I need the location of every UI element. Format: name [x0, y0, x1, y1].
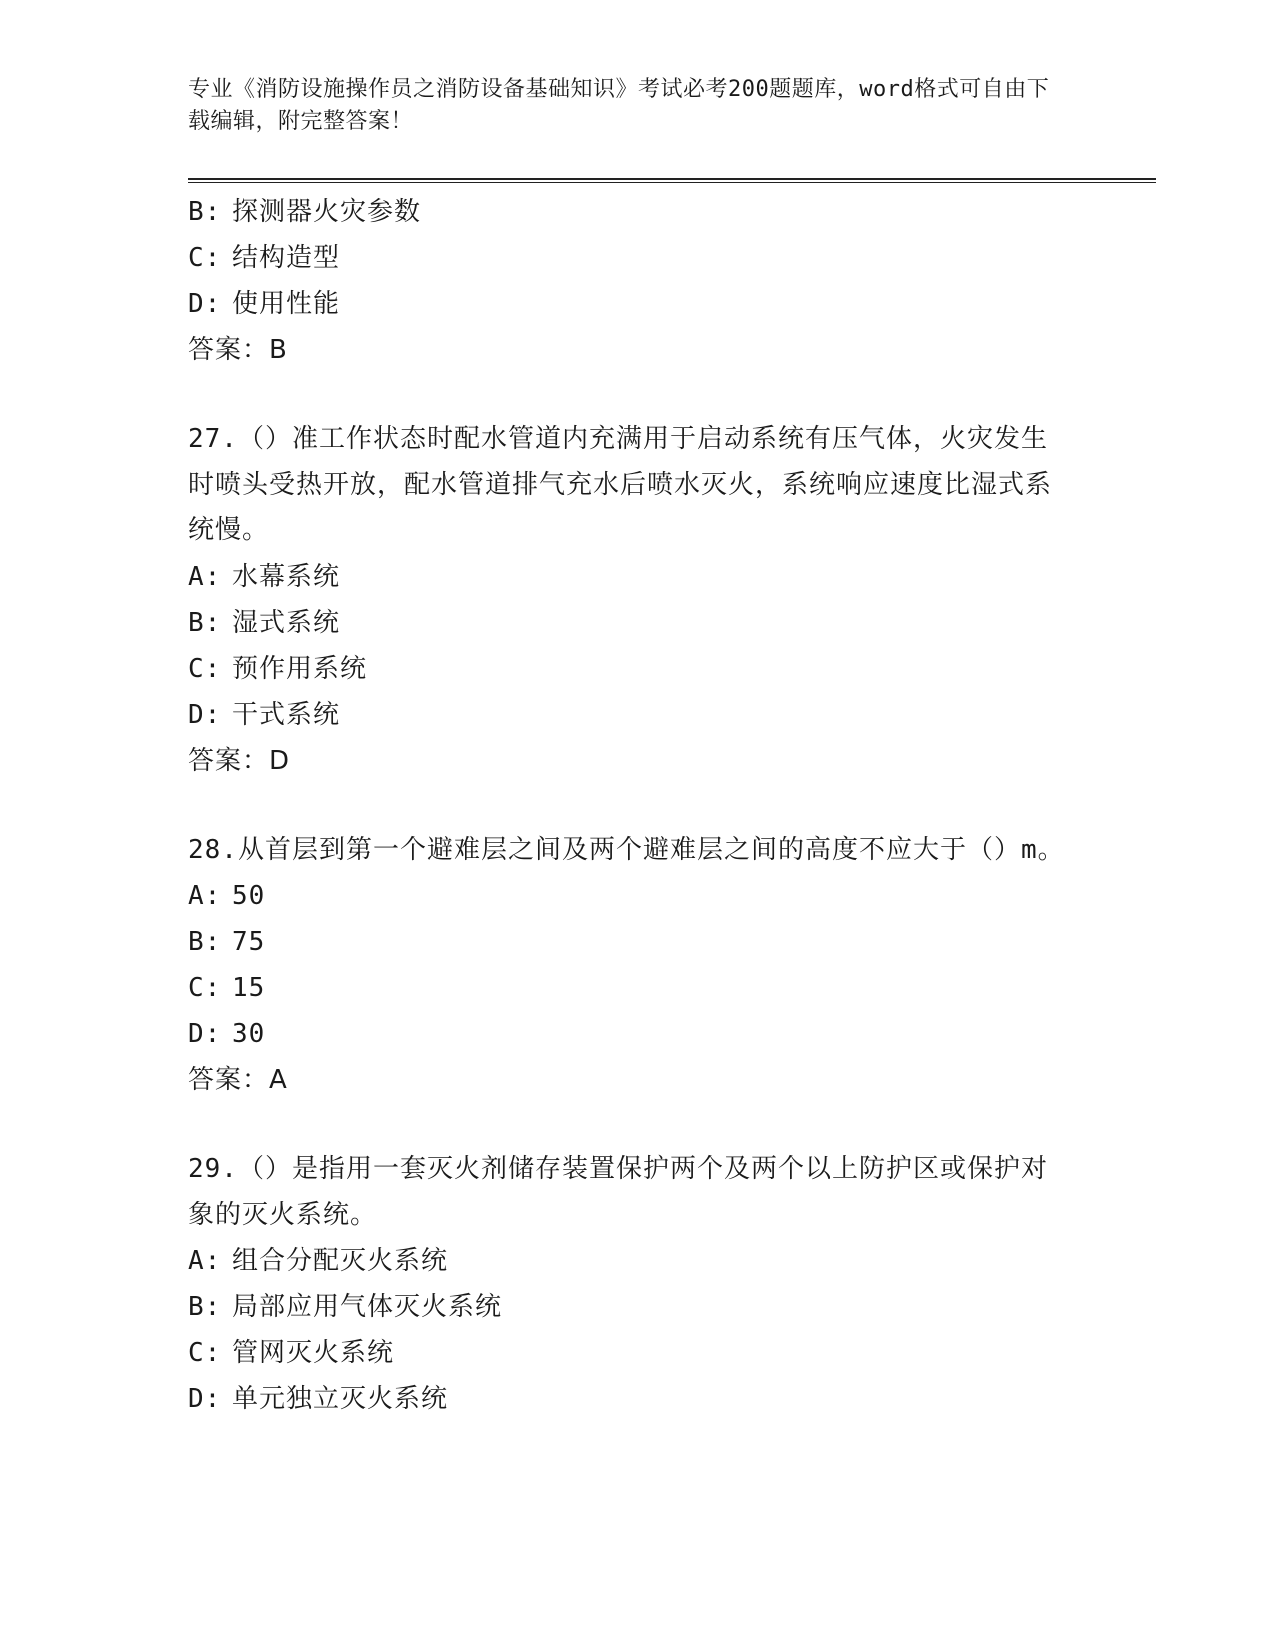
option-c: C: 结构造型: [188, 243, 341, 273]
question-29: [188, 1147, 1068, 1422]
prev-question-options: [188, 189, 1068, 373]
document-body: [188, 189, 1068, 1422]
option-b: B: 局部应用气体灭火系统: [188, 1292, 503, 1322]
option-d: D: 使用性能: [188, 289, 341, 319]
option-d: D: 干式系统: [188, 699, 341, 730]
page-header: 专业《消防设施操作员之消防设备基础知识》考试必考200题题库，word格式可自由下载编辑，附完整答案！: [188, 77, 1050, 134]
option-a: A: 水幕系统: [188, 561, 341, 592]
answer-line: 答案：D: [188, 745, 291, 776]
option-d: D: 30: [188, 1019, 266, 1049]
question-text: 29.（）是指用一套灭火剂储存装置保护两个及两个以上防护区或保护对象的灭火系统。: [188, 1154, 1048, 1230]
option-b: B: 75: [188, 927, 266, 957]
option-c: C: 15: [188, 973, 266, 1003]
option-b: B: 探测器火灾参数: [188, 197, 422, 227]
answer-line: 答案：B: [188, 335, 288, 365]
question-28: [188, 828, 1068, 1104]
option-a: A: 50: [188, 881, 266, 911]
question-text: 27.（）准工作状态时配水管道内充满用于启动系统有压气体，火灾发生时喷头受热开放，配水管道排气充水后喷水灭火，系统响应速度比湿式系统慢。: [188, 424, 1053, 545]
option-d: D: 单元独立灭火系统: [188, 1384, 449, 1414]
option-c: C: 预作用系统: [188, 653, 368, 684]
question-27: [188, 417, 1068, 784]
option-c: C: 管网灭火系统: [188, 1338, 395, 1368]
option-a: A: 组合分配灭火系统: [188, 1246, 449, 1276]
question-text: 28.从首层到第一个避难层之间及两个避难层之间的高度不应大于（）m。: [188, 834, 1065, 865]
header-divider: [188, 178, 1156, 183]
answer-line: 答案：A: [188, 1065, 288, 1095]
option-b: B: 湿式系统: [188, 607, 341, 638]
